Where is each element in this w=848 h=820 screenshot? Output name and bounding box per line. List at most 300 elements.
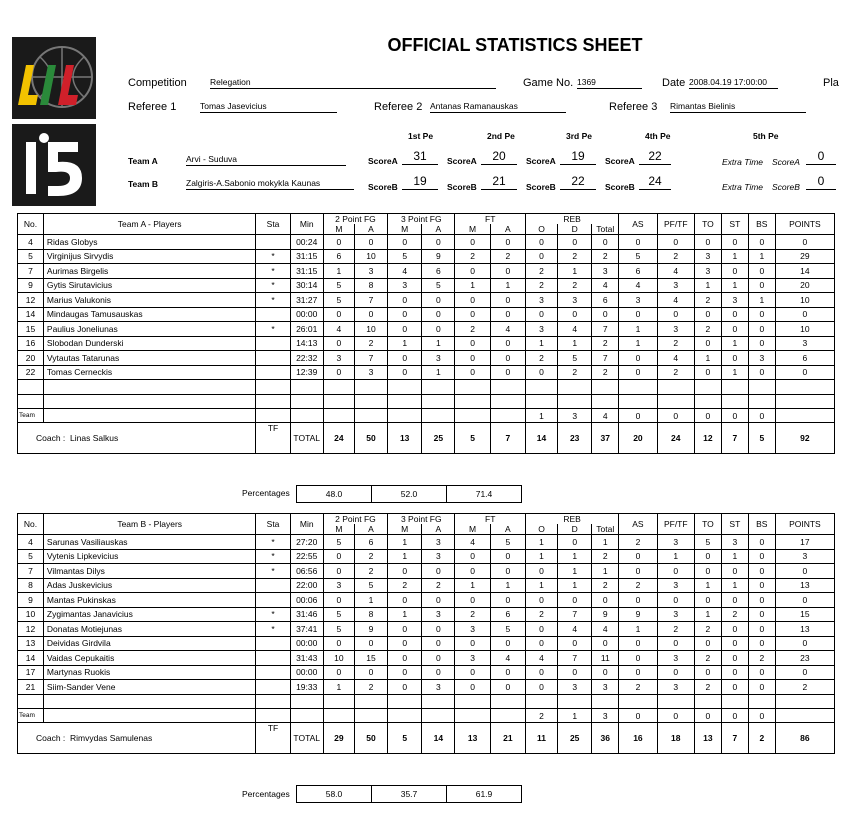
- period-4-header: 4th Pe: [645, 131, 671, 141]
- cell-turnovers: 2: [694, 293, 721, 308]
- cell-reb-total: 0: [592, 593, 619, 608]
- extra-score-b-label: ScoreB: [772, 182, 800, 192]
- cell-turnovers: 3: [694, 249, 721, 264]
- cell-steals: 0: [721, 651, 748, 666]
- cell-points: 17: [775, 535, 834, 550]
- team-a-stats-table: [17, 213, 835, 454]
- cell-fg2-m: 10: [323, 651, 354, 666]
- cell-reb-d: [558, 694, 592, 709]
- cell-blocks: [748, 394, 775, 409]
- cell-fg2-a: [354, 394, 387, 409]
- player-row: [18, 694, 835, 709]
- score-b-period-1: 19: [402, 175, 438, 190]
- cell-points: 10: [775, 322, 834, 337]
- cell-fg3-a: 3: [422, 607, 455, 622]
- cell-player-name: Sarunas Vasiliauskas: [43, 535, 256, 550]
- lkl-logo: [12, 37, 96, 119]
- cell-assists: 0: [619, 665, 657, 680]
- cell-starter: [256, 694, 290, 709]
- competition-label: Competition: [128, 77, 187, 89]
- cell-minutes: 19:33: [290, 680, 323, 695]
- cell-no: 16: [18, 336, 44, 351]
- total-ft-m: 13: [455, 723, 490, 754]
- cell-reb-d: 1: [558, 564, 592, 579]
- cell-blocks: 0: [748, 336, 775, 351]
- cell-no: 8: [18, 578, 44, 593]
- cell-steals: 0: [721, 680, 748, 695]
- total-ft-a: 21: [490, 723, 525, 754]
- cell-fouls: 4: [657, 351, 694, 366]
- total-pftf: 24: [657, 423, 694, 454]
- cell-fg3-m: 1: [388, 549, 422, 564]
- cell-reb-total: 0: [592, 665, 619, 680]
- cell-fg3-a: 3: [422, 549, 455, 564]
- col-sta-header: Sta: [256, 514, 290, 535]
- pct-3pt: 35.7: [372, 786, 447, 803]
- total-points: 92: [775, 423, 834, 454]
- total-3pt-a: 25: [422, 423, 455, 454]
- cell-fg2-m: 5: [323, 607, 354, 622]
- cell-fg2-a: 10: [354, 249, 387, 264]
- cell-fg3-m: 0: [388, 322, 422, 337]
- cell-blocks: 0: [748, 607, 775, 622]
- score-a-period-4: 22: [639, 150, 671, 165]
- cell-fg2-a: 15: [354, 651, 387, 666]
- cell-blocks: 1: [748, 249, 775, 264]
- cell-reb-d: 0: [558, 307, 592, 322]
- cell-fg2-m: 0: [323, 665, 354, 680]
- referee2-value: Antanas Ramanauskas: [430, 101, 566, 113]
- col-2pt-a: A: [354, 524, 387, 535]
- total-reb-d: 25: [558, 723, 592, 754]
- cell-reb-o: 3: [525, 293, 557, 308]
- score-b-label-2: ScoreB: [447, 182, 477, 192]
- cell-points: [775, 394, 834, 409]
- team-b-label: Team B: [128, 179, 159, 189]
- cell-fg3-m: 0: [388, 293, 422, 308]
- percentages-b: [296, 785, 522, 803]
- pct-2pt: 48.0: [297, 486, 372, 503]
- col-3pt-header: 3 Point FG: [388, 214, 455, 225]
- cell-blocks: [748, 694, 775, 709]
- cell-starter: *: [256, 322, 290, 337]
- cell-minutes: 22:32: [290, 351, 323, 366]
- player-row: [18, 549, 835, 564]
- cell-ft-a: 6: [490, 607, 525, 622]
- pct-ft: 71.4: [447, 486, 522, 503]
- player-row: [18, 278, 835, 293]
- cell-no: 7: [18, 264, 44, 279]
- player-row: [18, 307, 835, 322]
- col-to-header: TO: [694, 514, 721, 535]
- cell-starter: *: [256, 249, 290, 264]
- cell-fg2-m: 4: [323, 322, 354, 337]
- cell-fg3-a: 0: [422, 322, 455, 337]
- col-2pt-header: 2 Point FG: [323, 514, 387, 525]
- date-label: Date: [662, 77, 686, 89]
- period-5-header: 5th Pe: [753, 131, 779, 141]
- cell-no: 5: [18, 549, 44, 564]
- cell-starter: [256, 651, 290, 666]
- col-points-header: POINTS: [775, 514, 834, 535]
- cell-points: 0: [775, 307, 834, 322]
- col-2pt-a: A: [354, 224, 387, 235]
- team-reb-o: 1: [525, 409, 557, 423]
- team-st: 0: [721, 709, 748, 723]
- cell-minutes: 31:43: [290, 651, 323, 666]
- cell-fg2-m: 0: [323, 636, 354, 651]
- cell-reb-total: 1: [592, 564, 619, 579]
- cell-fouls: 2: [657, 249, 694, 264]
- period-1-header: 1st Pe: [408, 131, 434, 141]
- total-reb-o: 11: [525, 723, 557, 754]
- cell-reb-d: 0: [558, 665, 592, 680]
- col-reb-d: D: [558, 524, 592, 535]
- score-a-label-2: ScoreA: [447, 156, 477, 166]
- cell-blocks: 0: [748, 578, 775, 593]
- cell-reb-d: 4: [558, 322, 592, 337]
- total-reb-o: 14: [525, 423, 557, 454]
- player-row: [18, 336, 835, 351]
- col-as-header: AS: [619, 214, 657, 235]
- cell-turnovers: 0: [694, 549, 721, 564]
- cell-fg2-a: 7: [354, 293, 387, 308]
- cell-reb-total: 0: [592, 307, 619, 322]
- col-as-header: AS: [619, 514, 657, 535]
- cell-fg3-m: 2: [388, 578, 422, 593]
- cell-reb-o: 2: [525, 264, 557, 279]
- referee1-value: Tomas Jasevicius: [200, 101, 337, 113]
- score-a-period-2: 20: [481, 150, 517, 165]
- cell-fouls: [657, 380, 694, 395]
- player-row: [18, 680, 835, 695]
- cell-player-name: Paulius Joneliunas: [43, 322, 256, 337]
- total-reb-total: 37: [592, 423, 619, 454]
- cell-minutes: 26:01: [290, 322, 323, 337]
- cell-no: 12: [18, 293, 44, 308]
- cell-assists: 0: [619, 235, 657, 250]
- cell-player-name: Deividas Girdvila: [43, 636, 256, 651]
- percentages-label-a: Percentages: [242, 488, 290, 498]
- cell-reb-o: 2: [525, 351, 557, 366]
- coach-cell: [18, 723, 256, 754]
- col-bs-header: BS: [748, 514, 775, 535]
- cell-no: 22: [18, 365, 44, 380]
- cell-fg3-m: 0: [388, 564, 422, 579]
- col-no-header: No.: [18, 214, 44, 235]
- cell-ft-a: 0: [490, 680, 525, 695]
- cell-fg2-m: 5: [323, 535, 354, 550]
- cell-ft-m: 0: [455, 336, 490, 351]
- cell-minutes: 31:15: [290, 264, 323, 279]
- cell-assists: 9: [619, 607, 657, 622]
- cell-turnovers: 1: [694, 607, 721, 622]
- cell-ft-a: 0: [490, 293, 525, 308]
- cell-minutes: 31:15: [290, 249, 323, 264]
- cell-minutes: 22:00: [290, 578, 323, 593]
- cell-blocks: 0: [748, 307, 775, 322]
- cell-assists: 3: [619, 293, 657, 308]
- cell-reb-d: [558, 380, 592, 395]
- total-pftf: 18: [657, 723, 694, 754]
- cell-fg2-a: 0: [354, 665, 387, 680]
- cell-no: 9: [18, 593, 44, 608]
- cell-reb-o: [525, 380, 557, 395]
- cell-reb-o: 1: [525, 535, 557, 550]
- cell-fg2-m: [323, 380, 354, 395]
- cell-fg3-m: 0: [388, 622, 422, 637]
- cell-reb-o: 0: [525, 235, 557, 250]
- cell-reb-o: 0: [525, 665, 557, 680]
- cell-fg2-a: 8: [354, 278, 387, 293]
- col-3pt-a: A: [422, 224, 455, 235]
- cell-assists: 0: [619, 636, 657, 651]
- cell-fg2-m: 3: [323, 578, 354, 593]
- cell-blocks: 3: [748, 351, 775, 366]
- cell-minutes: 12:39: [290, 365, 323, 380]
- team-reb-o: 2: [525, 709, 557, 723]
- cell-points: 3: [775, 549, 834, 564]
- cell-fg2-m: [323, 694, 354, 709]
- extra-score-a-label: ScoreA: [772, 157, 800, 167]
- cell-no: 4: [18, 535, 44, 550]
- cell-blocks: 0: [748, 564, 775, 579]
- cell-starter: *: [256, 622, 290, 637]
- cell-fouls: 0: [657, 665, 694, 680]
- cell-player-name: Vilmantas Dilys: [43, 564, 256, 579]
- team-row-label: Team: [18, 709, 44, 723]
- cell-starter: *: [256, 607, 290, 622]
- cell-minutes: 31:27: [290, 293, 323, 308]
- cell-fg3-a: 0: [422, 235, 455, 250]
- cell-reb-d: 0: [558, 593, 592, 608]
- cell-steals: 0: [721, 235, 748, 250]
- cell-turnovers: 0: [694, 235, 721, 250]
- cell-minutes: 30:14: [290, 278, 323, 293]
- cell-fg2-a: 7: [354, 351, 387, 366]
- cell-reb-o: 2: [525, 278, 557, 293]
- cell-no: 14: [18, 307, 44, 322]
- cell-player-name: Mindaugas Tamusauskas: [43, 307, 256, 322]
- cell-fg2-a: 2: [354, 564, 387, 579]
- cell-fouls: 3: [657, 651, 694, 666]
- cell-reb-o: 0: [525, 249, 557, 264]
- cell-fg3-m: 1: [388, 336, 422, 351]
- cell-assists: 2: [619, 680, 657, 695]
- cell-fg2-m: 6: [323, 249, 354, 264]
- pct-ft: 61.9: [447, 786, 522, 803]
- cell-fg2-m: 1: [323, 680, 354, 695]
- cell-turnovers: 0: [694, 307, 721, 322]
- cell-steals: 0: [721, 622, 748, 637]
- cell-reb-o: 4: [525, 651, 557, 666]
- cell-steals: [721, 694, 748, 709]
- coach-cell: [18, 423, 256, 454]
- cell-blocks: 0: [748, 593, 775, 608]
- cell-fg3-m: 1: [388, 607, 422, 622]
- cell-fouls: 3: [657, 578, 694, 593]
- total-points: 86: [775, 723, 834, 754]
- cell-minutes: 27:20: [290, 535, 323, 550]
- cell-ft-m: 0: [455, 293, 490, 308]
- cell-fg3-m: 0: [388, 307, 422, 322]
- cell-fg2-a: 2: [354, 680, 387, 695]
- cell-fg2-a: 2: [354, 549, 387, 564]
- cell-steals: 0: [721, 322, 748, 337]
- cell-reb-total: 4: [592, 278, 619, 293]
- team-row-label: Team: [18, 409, 44, 423]
- team-reb-d: 1: [558, 709, 592, 723]
- col-ft-a: A: [490, 224, 525, 235]
- cell-assists: 1: [619, 336, 657, 351]
- cell-starter: [256, 235, 290, 250]
- coach-label: Coach :: [36, 733, 66, 743]
- cell-ft-a: 0: [490, 235, 525, 250]
- total-2pt-a: 50: [354, 723, 387, 754]
- cell-steals: 1: [721, 365, 748, 380]
- cell-reb-total: 3: [592, 680, 619, 695]
- cell-points: 0: [775, 564, 834, 579]
- coach-label: Coach :: [36, 433, 66, 443]
- cell-steals: 1: [721, 578, 748, 593]
- cell-fg3-a: 0: [422, 593, 455, 608]
- player-row: [18, 578, 835, 593]
- cell-fg2-m: 0: [323, 593, 354, 608]
- team-a-name: Arvi - Suduva: [186, 154, 346, 166]
- total-reb-total: 36: [592, 723, 619, 754]
- cell-fouls: 3: [657, 278, 694, 293]
- cell-minutes: 31:46: [290, 607, 323, 622]
- cell-minutes: 06:56: [290, 564, 323, 579]
- cell-blocks: 0: [748, 549, 775, 564]
- col-pftf-header: PF/TF: [657, 214, 694, 235]
- cell-blocks: 0: [748, 665, 775, 680]
- cell-starter: *: [256, 264, 290, 279]
- cell-fg3-m: 0: [388, 651, 422, 666]
- cell-player-name: [43, 380, 256, 395]
- cell-assists: 0: [619, 351, 657, 366]
- total-2pt-a: 50: [354, 423, 387, 454]
- score-b-period-3: 22: [560, 175, 596, 190]
- cell-fg3-a: 0: [422, 622, 455, 637]
- cell-reb-total: 0: [592, 636, 619, 651]
- cell-player-name: Ridas Globys: [43, 235, 256, 250]
- cell-points: 6: [775, 351, 834, 366]
- cell-reb-d: 3: [558, 293, 592, 308]
- total-reb-d: 23: [558, 423, 592, 454]
- col-2pt-m: M: [323, 224, 354, 235]
- place-label: Pla: [823, 77, 839, 89]
- player-row: [18, 394, 835, 409]
- cell-fouls: [657, 694, 694, 709]
- cell-reb-d: 3: [558, 680, 592, 695]
- cell-player-name: Aurimas Birgelis: [43, 264, 256, 279]
- cell-ft-m: [455, 380, 490, 395]
- cell-blocks: 0: [748, 365, 775, 380]
- cell-fouls: 4: [657, 293, 694, 308]
- score-a-extra: 0: [806, 150, 836, 165]
- cell-minutes: 00:00: [290, 636, 323, 651]
- cell-no: 7: [18, 564, 44, 579]
- team-to: 0: [694, 709, 721, 723]
- cell-no: 20: [18, 351, 44, 366]
- cell-ft-a: 0: [490, 636, 525, 651]
- cell-fg3-m: 5: [388, 249, 422, 264]
- cell-player-name: Adas Juskevicius: [43, 578, 256, 593]
- cell-points: 23: [775, 651, 834, 666]
- cell-points: 2: [775, 680, 834, 695]
- cell-fg2-a: 0: [354, 636, 387, 651]
- cell-reb-total: [592, 394, 619, 409]
- cell-reb-total: 2: [592, 578, 619, 593]
- cell-fg2-m: 0: [323, 564, 354, 579]
- cell-points: [775, 380, 834, 395]
- cell-points: 0: [775, 593, 834, 608]
- cell-reb-o: [525, 694, 557, 709]
- cell-minutes: [290, 694, 323, 709]
- score-a-period-1: 31: [402, 150, 438, 165]
- cell-player-name: [43, 694, 256, 709]
- cell-assists: 0: [619, 549, 657, 564]
- cell-ft-m: 0: [455, 564, 490, 579]
- col-ft-a: A: [490, 524, 525, 535]
- cell-points: 0: [775, 365, 834, 380]
- cell-reb-d: 0: [558, 235, 592, 250]
- cell-turnovers: 0: [694, 593, 721, 608]
- col-ft-header: FT: [455, 214, 525, 225]
- cell-fg2-m: 5: [323, 622, 354, 637]
- team-as: 0: [619, 709, 657, 723]
- cell-ft-a: 1: [490, 278, 525, 293]
- cell-fouls: 2: [657, 336, 694, 351]
- cell-steals: [721, 380, 748, 395]
- col-pftf-header: PF/TF: [657, 514, 694, 535]
- cell-ft-m: 3: [455, 651, 490, 666]
- cell-fg3-a: [422, 694, 455, 709]
- percentages-a: [296, 485, 522, 503]
- cell-reb-d: 5: [558, 351, 592, 366]
- player-row: [18, 622, 835, 637]
- total-ft-m: 5: [455, 423, 490, 454]
- cell-fg3-m: 0: [388, 665, 422, 680]
- extra-time-label-a: Extra Time: [722, 157, 764, 167]
- total-st: 7: [721, 423, 748, 454]
- cell-starter: [256, 351, 290, 366]
- player-row: [18, 593, 835, 608]
- total-to: 12: [694, 423, 721, 454]
- cell-fg3-a: 5: [422, 278, 455, 293]
- cell-turnovers: 0: [694, 365, 721, 380]
- cell-fg3-a: [422, 394, 455, 409]
- total-2pt-m: 24: [323, 423, 354, 454]
- cell-no: 4: [18, 235, 44, 250]
- referee3-value: Rimantas Bielinis: [670, 101, 806, 113]
- score-b-period-2: 21: [481, 175, 517, 190]
- cell-fg3-a: 0: [422, 636, 455, 651]
- team-pftf: 0: [657, 409, 694, 423]
- team-b-name: Zalgiris-A.Sabonio mokykla Kaunas: [186, 178, 354, 190]
- cell-starter: [256, 336, 290, 351]
- cell-fg3-a: 9: [422, 249, 455, 264]
- cell-steals: 0: [721, 351, 748, 366]
- cell-steals: 0: [721, 665, 748, 680]
- cell-fg2-m: 5: [323, 278, 354, 293]
- cell-points: 14: [775, 264, 834, 279]
- cell-fg2-m: 0: [323, 549, 354, 564]
- date-value: 2008.04.19 17:00:00: [689, 77, 778, 89]
- cell-ft-a: 0: [490, 564, 525, 579]
- cell-no: 9: [18, 278, 44, 293]
